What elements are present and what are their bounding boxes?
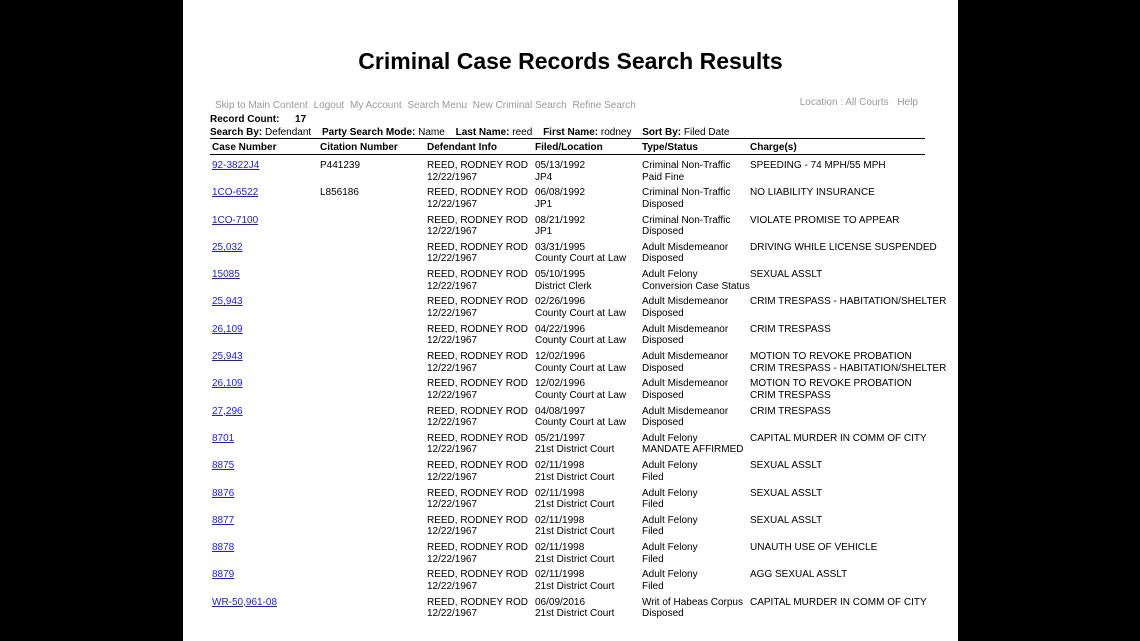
table-row xyxy=(210,515,925,542)
defendant-cell xyxy=(425,296,533,323)
filed-location-cell xyxy=(533,406,640,433)
help-link[interactable]: Help xyxy=(897,97,918,108)
charge-secondary: CRIM TRESPASS xyxy=(750,389,831,401)
case-number-cell xyxy=(210,155,318,188)
case-number-link[interactable]: 8878 xyxy=(212,542,235,554)
case-number-cell xyxy=(210,597,318,624)
defendant-dob: 12/22/1967 xyxy=(427,580,478,592)
table-row xyxy=(210,597,925,624)
case-type: Adult Misdemeanor xyxy=(642,351,729,363)
defendant-name: REED, RODNEY ROD xyxy=(427,214,528,226)
case-number-link[interactable]: 25,032 xyxy=(212,241,243,253)
location: County Court at Law xyxy=(535,335,627,347)
new-criminal-search-link[interactable]: New Criminal Search xyxy=(472,100,567,111)
table-row xyxy=(210,488,925,515)
defendant-cell xyxy=(425,324,533,351)
defendant-name: REED, RODNEY ROD xyxy=(427,269,528,281)
case-number-link[interactable]: 1CO-6522 xyxy=(212,187,259,199)
filed-date: 02/11/1998 xyxy=(535,569,585,581)
location: District Clerk xyxy=(535,280,592,292)
filed-date: 02/11/1998 xyxy=(535,542,585,554)
search-by-value: Defendant xyxy=(265,126,312,138)
citation-cell xyxy=(318,351,425,378)
charges-cell xyxy=(748,460,925,487)
table-row xyxy=(210,433,925,460)
citation-cell xyxy=(318,515,425,542)
case-type: Adult Misdemeanor xyxy=(642,296,729,308)
search-summary xyxy=(210,114,730,139)
filed-location-cell xyxy=(533,269,640,296)
case-status: Paid Fine xyxy=(642,171,685,183)
citation-cell xyxy=(318,242,425,269)
filed-date: 02/26/1996 xyxy=(535,296,586,308)
case-status: Conversion Case Status xyxy=(642,280,750,292)
filed-location-cell xyxy=(533,433,640,460)
location: JP4 xyxy=(535,171,553,183)
case-number-cell xyxy=(210,515,318,542)
case-status: Disposed xyxy=(642,362,684,374)
charges-cell xyxy=(748,241,937,269)
defendant-dob: 12/22/1967 xyxy=(427,253,478,265)
case-status: Filed xyxy=(642,526,664,538)
charge-primary: CRIM TRESPASS - HABITATION/SHELTER xyxy=(750,296,947,308)
filed-location-cell xyxy=(533,215,640,242)
filed-location-cell xyxy=(533,597,640,624)
case-status: Disposed xyxy=(642,198,684,210)
defendant-dob: 12/22/1967 xyxy=(427,444,478,456)
filed-date: 04/22/1996 xyxy=(535,323,586,335)
skip-to-main-link[interactable]: Skip to Main Content xyxy=(215,100,308,111)
charges-cell xyxy=(748,433,925,460)
citation-cell xyxy=(318,406,425,433)
charge-primary: CAPITAL MURDER IN COMM OF CITY xyxy=(750,596,927,608)
location: 21st District Court xyxy=(535,471,615,483)
filed-date: 02/11/1998 xyxy=(535,487,585,499)
filed-date: 03/31/1995 xyxy=(535,241,586,253)
case-number-cell xyxy=(210,542,318,569)
charges-cell xyxy=(748,542,925,569)
defendant-dob: 12/22/1967 xyxy=(427,417,478,429)
case-number-cell xyxy=(210,569,318,596)
case-status: Disposed xyxy=(642,253,684,265)
table-row xyxy=(210,242,925,269)
defendant-dob: 12/22/1967 xyxy=(427,280,478,292)
case-number-cell xyxy=(210,406,318,433)
case-number-cell xyxy=(210,187,318,214)
case-number-link[interactable]: 26,109 xyxy=(212,378,243,390)
case-status: Filed xyxy=(642,580,664,592)
filed-location-cell xyxy=(533,324,640,351)
filed-location-cell xyxy=(533,569,640,596)
charge-primary: MOTION TO REVOKE PROBATION xyxy=(750,351,912,363)
location: 21st District Court xyxy=(535,553,615,565)
charge-primary: SPEEDING - 74 MPH/55 MPH xyxy=(750,160,886,171)
defendant-dob: 12/22/1967 xyxy=(427,526,478,538)
type-status-cell xyxy=(640,542,748,569)
case-status: Disposed xyxy=(642,335,684,347)
citation-cell xyxy=(318,378,425,405)
case-status: Filed xyxy=(642,499,664,511)
table-row xyxy=(210,406,925,433)
col-citation-number[interactable]: Citation Number xyxy=(318,139,425,155)
case-number-link[interactable]: 15085 xyxy=(212,269,240,281)
defendant-name: REED, RODNEY ROD xyxy=(427,296,528,308)
case-number-link[interactable]: 8701 xyxy=(212,432,235,444)
location: JP1 xyxy=(535,226,553,238)
case-number-link[interactable]: 25,943 xyxy=(212,296,243,308)
defendant-dob: 12/22/1967 xyxy=(427,553,478,565)
case-status: MANDATE AFFIRMED xyxy=(642,444,744,456)
case-type: Adult Felony xyxy=(642,542,698,554)
table-row xyxy=(210,324,925,351)
filed-location-cell xyxy=(533,488,640,515)
defendant-cell xyxy=(425,488,533,515)
charge-primary: AGG SEXUAL ASSLT xyxy=(750,569,848,581)
citation-cell xyxy=(318,460,425,487)
defendant-cell xyxy=(425,155,533,188)
results-table-wrap xyxy=(210,138,947,624)
case-number-link[interactable]: 26,109 xyxy=(212,323,243,335)
defendant-name: REED, RODNEY ROD xyxy=(427,569,528,581)
case-number-link[interactable]: 8876 xyxy=(212,487,235,499)
citation-cell xyxy=(318,542,425,569)
defendant-name: REED, RODNEY ROD xyxy=(427,405,528,417)
defendant-name: REED, RODNEY ROD xyxy=(427,432,528,444)
charge-primary: DRIVING WHILE LICENSE SUSPENDED xyxy=(750,241,937,253)
nav-links xyxy=(215,100,639,111)
defendant-dob: 12/22/1967 xyxy=(427,499,478,511)
table-header-row xyxy=(210,139,925,155)
nav-bar xyxy=(215,97,918,111)
charge-primary: CAPITAL MURDER IN COMM OF CITY xyxy=(750,432,927,444)
charges-cell xyxy=(748,569,925,596)
charges-cell xyxy=(748,406,925,433)
defendant-cell xyxy=(425,460,533,487)
col-defendant-info[interactable]: Defendant Info xyxy=(425,139,533,155)
case-status: Disposed xyxy=(642,608,684,620)
first-name-value: rodney xyxy=(600,126,632,138)
charge-primary: VIOLATE PROMISE TO APPEAR xyxy=(750,214,900,226)
filed-date: 05/13/1992 xyxy=(535,160,586,171)
charge-secondary: CRIM TRESPASS - HABITATION/SHELTER xyxy=(750,362,947,374)
filed-date: 05/21/1997 xyxy=(535,432,586,444)
filed-location-cell xyxy=(533,351,640,378)
case-status: Filed xyxy=(642,471,664,483)
filed-location-cell xyxy=(533,378,640,405)
defendant-name: REED, RODNEY ROD xyxy=(427,187,528,199)
type-status-cell xyxy=(640,296,748,323)
case-type: Criminal Non-Traffic xyxy=(642,187,731,199)
defendant-dob: 12/22/1967 xyxy=(427,362,478,374)
charge-primary: SEXUAL ASSLT xyxy=(750,269,823,281)
defendant-cell xyxy=(425,597,533,624)
defendant-cell xyxy=(425,187,533,214)
record-count-line xyxy=(210,114,730,127)
case-number-cell xyxy=(210,460,318,487)
col-charges[interactable]: Charge(s) xyxy=(748,139,925,155)
location: County Court at Law xyxy=(535,307,627,319)
table-row xyxy=(210,215,925,242)
defendant-cell xyxy=(425,351,533,378)
citation-cell xyxy=(318,597,425,624)
defendant-name: REED, RODNEY ROD xyxy=(427,378,528,390)
defendant-name: REED, RODNEY ROD xyxy=(427,542,528,554)
case-type: Adult Misdemeanor xyxy=(642,405,729,417)
filed-location-cell xyxy=(533,296,640,323)
defendant-cell xyxy=(425,269,533,296)
case-number-link[interactable]: 8875 xyxy=(212,460,235,472)
table-row xyxy=(210,542,925,569)
record-count-value: 17 xyxy=(295,114,307,125)
table-row xyxy=(210,155,925,188)
charge-primary: MOTION TO REVOKE PROBATION xyxy=(750,378,912,390)
case-number-cell xyxy=(210,269,318,296)
citation-cell: L856186 xyxy=(320,187,359,199)
nav-right xyxy=(794,97,918,108)
charges-cell xyxy=(748,351,947,378)
case-number-link[interactable]: 8877 xyxy=(212,514,235,526)
type-status-cell xyxy=(640,215,748,242)
case-type: Criminal Non-Traffic xyxy=(642,214,731,226)
case-type: Adult Felony xyxy=(642,487,698,499)
location: County Court at Law xyxy=(535,417,627,429)
defendant-name: REED, RODNEY ROD xyxy=(427,323,528,335)
case-number-cell xyxy=(210,351,318,378)
case-number-cell xyxy=(210,378,318,405)
table-row xyxy=(210,296,925,323)
defendant-name: REED, RODNEY ROD xyxy=(427,460,528,472)
filed-date: 04/08/1997 xyxy=(535,405,586,417)
case-number-cell xyxy=(210,215,318,242)
filed-location-cell xyxy=(533,515,640,542)
filed-date: 12/02/1996 xyxy=(535,378,586,390)
defendant-dob: 12/22/1967 xyxy=(427,226,478,238)
defendant-dob: 12/22/1967 xyxy=(427,608,478,620)
defendant-name: REED, RODNEY ROD xyxy=(427,241,528,253)
case-type: Adult Felony xyxy=(642,514,698,526)
defendant-name: REED, RODNEY ROD xyxy=(427,351,528,363)
location: 21st District Court xyxy=(535,608,615,620)
filed-location-cell xyxy=(533,242,640,269)
record-count-label: Record Count: xyxy=(210,114,280,125)
last-name-value: reed xyxy=(512,126,533,138)
results-body xyxy=(210,155,947,625)
location: 21st District Court xyxy=(535,580,615,592)
case-number-link[interactable]: 27,296 xyxy=(212,405,243,417)
charges-cell xyxy=(748,296,947,323)
defendant-dob: 12/22/1967 xyxy=(427,198,478,210)
party-mode-label: Party Search Mode: xyxy=(321,126,416,138)
type-status-cell xyxy=(640,351,748,378)
defendant-cell xyxy=(425,569,533,596)
my-account-link[interactable]: My Account xyxy=(349,100,402,111)
table-row xyxy=(210,569,925,596)
case-number-cell xyxy=(210,324,318,351)
case-type: Writ of Habeas Corpus xyxy=(642,596,743,608)
citation-cell xyxy=(318,269,425,296)
filed-date: 06/09/2016 xyxy=(535,596,586,608)
defendant-cell xyxy=(425,215,533,242)
defendant-name: REED, RODNEY ROD xyxy=(427,160,528,171)
case-number-cell xyxy=(210,296,318,323)
logout-link[interactable]: Logout xyxy=(313,100,345,111)
search-by-label: Search By: xyxy=(210,126,263,138)
case-number-cell xyxy=(210,488,318,515)
case-type: Adult Felony xyxy=(642,432,698,444)
refine-search-link[interactable]: Refine Search xyxy=(572,100,636,111)
citation-cell xyxy=(318,569,425,596)
defendant-name: REED, RODNEY ROD xyxy=(427,514,528,526)
citation-cell xyxy=(318,488,425,515)
charges-cell xyxy=(748,515,925,542)
defendant-cell xyxy=(425,406,533,433)
defendant-cell xyxy=(425,378,533,405)
location: County Court at Law xyxy=(535,362,627,374)
location: 21st District Court xyxy=(535,526,615,538)
table-row xyxy=(210,187,925,214)
case-number-cell xyxy=(210,433,318,460)
case-number-link[interactable]: 25,943 xyxy=(212,351,243,363)
defendant-cell xyxy=(425,242,533,269)
case-number-link[interactable]: WR-50,961-08 xyxy=(212,596,278,608)
filed-date: 12/02/1996 xyxy=(535,351,586,363)
defendant-dob: 12/22/1967 xyxy=(427,171,478,183)
charges-cell xyxy=(748,324,925,351)
page-title: Criminal Case Records Search Results xyxy=(358,48,783,74)
case-status: Disposed xyxy=(642,417,684,429)
col-type-status[interactable]: Type/Status xyxy=(640,139,748,155)
charges-cell xyxy=(748,155,925,188)
filed-date: 08/21/1992 xyxy=(535,214,586,226)
type-status-cell xyxy=(640,597,748,624)
type-status-cell xyxy=(640,269,748,296)
charges-cell xyxy=(748,215,925,242)
defendant-dob: 12/22/1967 xyxy=(427,389,478,401)
party-mode-value: Name xyxy=(418,126,445,138)
charges-cell xyxy=(748,187,925,214)
type-status-cell xyxy=(640,433,748,460)
citation-cell xyxy=(318,215,425,242)
type-status-cell xyxy=(640,460,748,487)
type-status-cell xyxy=(640,569,748,596)
charge-primary: NO LIABILITY INSURANCE xyxy=(750,187,875,199)
defendant-dob: 12/22/1967 xyxy=(427,307,478,319)
location: County Court at Law xyxy=(535,253,627,265)
citation-cell xyxy=(318,296,425,323)
search-menu-link[interactable]: Search Menu xyxy=(407,100,467,111)
case-status: Disposed xyxy=(642,307,684,319)
defendant-cell xyxy=(425,433,533,460)
citation-cell xyxy=(318,433,425,460)
filed-date: 02/11/1998 xyxy=(535,460,585,472)
filed-location-cell xyxy=(533,460,640,487)
citation-cell: P441239 xyxy=(320,160,361,171)
filed-location-cell xyxy=(533,542,640,569)
charges-cell xyxy=(748,488,925,515)
case-type: Adult Felony xyxy=(642,269,698,281)
sort-by-label: Sort By: xyxy=(642,126,682,138)
charges-cell xyxy=(748,597,925,624)
charge-primary: CRIM TRESPASS xyxy=(750,405,831,417)
filed-date: 06/08/1992 xyxy=(535,187,586,199)
filed-date: 05/10/1995 xyxy=(535,269,586,281)
location: 21st District Court xyxy=(535,499,615,511)
location-link[interactable]: Location : All Courts xyxy=(799,97,889,108)
col-filed-location[interactable]: Filed/Location xyxy=(533,139,640,155)
charge-primary: CRIM TRESPASS xyxy=(750,323,831,335)
type-status-cell xyxy=(640,187,748,214)
case-number-link[interactable]: 1CO-7100 xyxy=(212,214,259,226)
defendant-dob: 12/22/1967 xyxy=(427,471,478,483)
type-status-cell xyxy=(640,406,748,433)
case-number-link[interactable]: 8879 xyxy=(212,569,235,581)
case-type: Adult Felony xyxy=(642,460,698,472)
first-name-label: First Name: xyxy=(543,126,599,138)
location: County Court at Law xyxy=(535,389,627,401)
charges-cell xyxy=(748,378,925,405)
defendant-name: REED, RODNEY ROD xyxy=(427,596,528,608)
case-type: Criminal Non-Traffic xyxy=(642,160,731,171)
results-table xyxy=(210,138,947,624)
case-type: Adult Felony xyxy=(642,569,698,581)
defendant-dob: 12/22/1967 xyxy=(427,335,478,347)
type-status-cell xyxy=(640,488,748,515)
defendant-name: REED, RODNEY ROD xyxy=(427,487,528,499)
type-status-cell xyxy=(640,515,748,542)
case-number-cell xyxy=(210,242,318,269)
citation-cell xyxy=(318,324,425,351)
sort-by-value: Filed Date xyxy=(683,126,730,138)
type-status-cell xyxy=(640,155,748,188)
case-status: Disposed xyxy=(642,389,684,401)
table-row xyxy=(210,378,925,405)
type-status-cell xyxy=(640,324,748,351)
case-type: Adult Misdemeanor xyxy=(642,378,729,390)
table-row xyxy=(210,269,925,296)
defendant-cell xyxy=(425,542,533,569)
charge-primary: SEXUAL ASSLT xyxy=(750,514,823,526)
location: JP1 xyxy=(535,198,553,210)
col-case-number[interactable]: Case Number xyxy=(210,139,318,155)
charge-primary: UNAUTH USE OF VEHICLE xyxy=(750,542,878,554)
print-page xyxy=(183,0,958,641)
case-type: Adult Misdemeanor xyxy=(642,323,729,335)
charges-cell xyxy=(748,269,925,296)
location: 21st District Court xyxy=(535,444,615,456)
type-status-cell xyxy=(640,242,748,269)
charge-primary: SEXUAL ASSLT xyxy=(750,460,823,472)
table-row xyxy=(210,460,925,487)
case-status: Disposed xyxy=(642,226,684,238)
charge-primary: SEXUAL ASSLT xyxy=(750,487,823,499)
filed-date: 02/11/1998 xyxy=(535,514,585,526)
filed-location-cell xyxy=(533,187,640,214)
type-status-cell xyxy=(640,378,748,405)
defendant-cell xyxy=(425,515,533,542)
case-type: Adult Misdemeanor xyxy=(642,241,729,253)
last-name-label: Last Name: xyxy=(455,126,510,138)
case-status: Filed xyxy=(642,553,664,565)
table-row xyxy=(210,351,925,378)
case-number-link[interactable]: 92-3822J4 xyxy=(212,160,260,171)
filed-location-cell xyxy=(533,155,640,188)
